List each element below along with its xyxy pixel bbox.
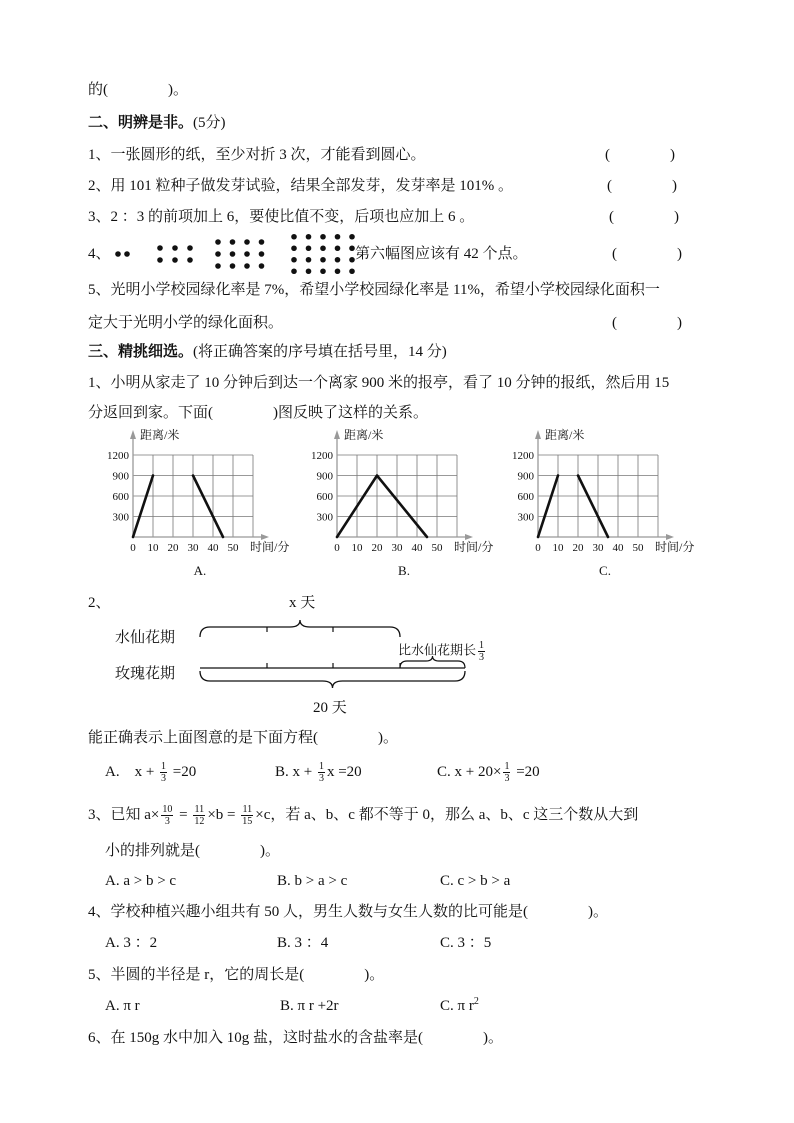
option-text: B. x + bbox=[275, 763, 316, 780]
choice-4: 4、学校种植兴趣小组共有 50 人，男生人数与女生人数的比可能是( )。 bbox=[88, 904, 608, 920]
x-tick-label: 30 bbox=[391, 542, 403, 554]
x-tick-label: 30 bbox=[592, 542, 604, 554]
judge-item-5-line2: 定大于光明小学的绿化面积。 bbox=[88, 315, 284, 331]
answer-blank: ( ) bbox=[612, 246, 682, 262]
diagram-bottom-label: 20 天 bbox=[313, 700, 347, 716]
y-axis-label: 距离/米 bbox=[344, 428, 384, 442]
dot bbox=[320, 268, 326, 274]
x-tick-label: 50 bbox=[632, 542, 644, 554]
dot bbox=[157, 257, 163, 263]
y-tick-label: 1200 bbox=[311, 450, 333, 462]
chart-caption: C. bbox=[599, 563, 611, 578]
dot bbox=[172, 245, 178, 251]
dot bbox=[172, 257, 178, 263]
option-text: A. x + bbox=[105, 763, 159, 780]
x-tick-label: 0 bbox=[334, 542, 340, 554]
fraction-numerator: 1 bbox=[318, 761, 324, 772]
dot bbox=[349, 245, 355, 251]
dot bbox=[335, 257, 341, 263]
choice-6: 6、在 150g 水中加入 10g 盐，这时盐水的含盐率是( )。 bbox=[88, 1030, 503, 1046]
y-axis-arrow bbox=[535, 430, 541, 439]
dot bbox=[115, 251, 121, 257]
y-axis-arrow bbox=[130, 430, 136, 439]
chart-caption: A. bbox=[193, 563, 207, 578]
rose-total-brace bbox=[200, 671, 465, 688]
fraction bbox=[161, 804, 173, 827]
dot bbox=[124, 251, 130, 257]
fraction-denominator: 3 bbox=[504, 773, 510, 784]
fraction bbox=[193, 804, 205, 827]
option-text: =20 bbox=[512, 763, 540, 780]
fraction-numerator: 11 bbox=[194, 804, 205, 815]
option-text: x =20 bbox=[326, 763, 362, 780]
judge-item-3: 3、2 ：3 的前项加上 6，要使比值不变，后项也应加上 6 。 bbox=[88, 209, 475, 225]
question-text: 3、已知 a× bbox=[88, 806, 160, 823]
x-tick-label: 40 bbox=[411, 542, 423, 554]
dot bbox=[157, 245, 163, 251]
x-tick-label: 50 bbox=[227, 542, 239, 554]
dot bbox=[187, 257, 193, 263]
y-axis-label: 距离/米 bbox=[140, 428, 180, 442]
option-a: A. 3 ：2 bbox=[105, 935, 158, 951]
section-score: (5分) bbox=[193, 115, 226, 131]
dot bbox=[259, 239, 265, 245]
dot bbox=[291, 268, 297, 274]
fraction-numerator: 10 bbox=[162, 804, 173, 815]
dot-pattern-figures bbox=[110, 232, 360, 276]
section-2-heading bbox=[88, 113, 226, 133]
choice-1-line1: 1、小明从家走了 10 分钟后到达一个离家 900 米的报亭，看了 10 分钟的报纸，然后用 15 bbox=[88, 375, 670, 391]
choice-2-prompt: 能正确表示上面图意的是下面方程( )。 bbox=[88, 730, 398, 746]
x-tick-label: 40 bbox=[612, 542, 624, 554]
distance-time-chart-b bbox=[304, 425, 504, 580]
dot bbox=[230, 251, 236, 257]
x-tick-label: 40 bbox=[207, 542, 219, 554]
dot-figure-4 bbox=[291, 234, 355, 274]
dot bbox=[320, 245, 326, 251]
distance-time-chart-a bbox=[100, 425, 300, 580]
dot bbox=[230, 239, 236, 245]
y-tick-label: 900 bbox=[517, 470, 534, 483]
question-text: ×c，若 a、b、c 都不等于 0，那么 a、b、c 这三个数从大到 bbox=[255, 806, 639, 823]
dot bbox=[187, 245, 193, 251]
judge-item-5-line1: 5、光明小学校园绿化率是 7%，希望小学校园绿化率是 11%，希望小学校园绿化面积一 bbox=[88, 282, 660, 298]
dot bbox=[335, 234, 341, 240]
x-tick-label: 30 bbox=[187, 542, 199, 554]
x-tick-label: 0 bbox=[130, 542, 136, 554]
fraction-numerator: 1 bbox=[161, 761, 167, 772]
dot-figure-1 bbox=[115, 251, 130, 257]
option-text: =20 bbox=[169, 763, 197, 780]
dot bbox=[215, 239, 221, 245]
y-axis-label: 距离/米 bbox=[545, 428, 585, 442]
dot bbox=[291, 257, 297, 263]
dot bbox=[320, 257, 326, 263]
y-tick-label: 300 bbox=[112, 511, 129, 524]
x-tick-label: 20 bbox=[572, 542, 584, 554]
y-tick-label: 300 bbox=[517, 511, 534, 524]
data-line bbox=[133, 476, 153, 538]
option-c: C. 3 ：5 bbox=[440, 935, 492, 951]
section-3-heading bbox=[88, 342, 447, 362]
option-c bbox=[440, 996, 479, 1016]
x-axis-label: 时间/分 bbox=[250, 540, 290, 554]
dot bbox=[306, 245, 312, 251]
fraction-numerator: 1 bbox=[504, 761, 510, 772]
dot bbox=[291, 234, 297, 240]
dot bbox=[349, 257, 355, 263]
question-text: = bbox=[175, 806, 192, 823]
option-text: C. x + 20× bbox=[437, 763, 502, 780]
fraction-denominator: 15 bbox=[242, 816, 253, 827]
data-line bbox=[538, 476, 558, 538]
x-axis-label: 时间/分 bbox=[454, 540, 494, 554]
diagram-row-narcissus: 水仙花期 bbox=[115, 630, 176, 646]
fraction-denominator: 3 bbox=[161, 773, 167, 784]
section-title: 三、精挑细选。 bbox=[88, 344, 194, 360]
choice-3-line2: 小的排列就是( )。 bbox=[105, 843, 280, 859]
y-tick-label: 600 bbox=[517, 491, 534, 503]
dot bbox=[320, 234, 326, 240]
fraction-numerator: 1 bbox=[479, 640, 485, 651]
dot bbox=[244, 239, 250, 245]
x-tick-label: 50 bbox=[431, 542, 443, 554]
fraction bbox=[478, 640, 485, 663]
fraction bbox=[318, 761, 325, 784]
exponent: 2 bbox=[473, 996, 479, 1007]
fraction-denominator: 3 bbox=[479, 652, 485, 663]
answer-blank: ( ) bbox=[612, 315, 682, 331]
answer-blank: ( ) bbox=[605, 147, 675, 163]
y-tick-label: 900 bbox=[316, 470, 333, 483]
y-tick-label: 1200 bbox=[512, 450, 534, 462]
dot bbox=[259, 263, 265, 269]
x-tick-label: 20 bbox=[371, 542, 383, 554]
option-b: B. b > a > c bbox=[277, 873, 348, 889]
option-c: C. c > b > a bbox=[440, 873, 511, 889]
y-tick-label: 300 bbox=[316, 511, 333, 524]
question-text: ×b = bbox=[207, 806, 240, 823]
option-a: A. a > b > c bbox=[105, 873, 177, 889]
x-tick-label: 10 bbox=[351, 542, 363, 554]
narcissus-brace bbox=[200, 620, 400, 637]
compare-text: 比水仙花期长 bbox=[398, 642, 477, 658]
x-tick-label: 0 bbox=[535, 542, 541, 554]
answer-blank: ( ) bbox=[607, 178, 677, 194]
fraction bbox=[241, 804, 253, 827]
data-line bbox=[578, 476, 608, 538]
option-b bbox=[275, 761, 362, 784]
option-text: C. π r bbox=[440, 998, 474, 1014]
judge-item-2: 2、用 101 粒种子做发芽试验，结果全部发芽，发芽率是 101% 。 bbox=[88, 178, 513, 194]
previous-question-tail: 的( )。 bbox=[88, 82, 188, 98]
answer-blank: ( ) bbox=[609, 209, 679, 225]
y-axis-arrow bbox=[334, 430, 340, 439]
option-b: B. 3 ：4 bbox=[277, 935, 329, 951]
dot bbox=[244, 251, 250, 257]
diagram-row-rose: 玫瑰花期 bbox=[115, 666, 176, 682]
choice-1-line2: 分返回到家。下面( )图反映了这样的关系。 bbox=[88, 405, 428, 421]
fraction-denominator: 12 bbox=[194, 816, 205, 827]
fraction bbox=[160, 761, 167, 784]
judge-item-1: 1、一张圆形的纸，至少对折 3 次，才能看到圆心。 bbox=[88, 147, 426, 163]
fraction-denominator: 3 bbox=[318, 773, 324, 784]
dot bbox=[349, 268, 355, 274]
option-a bbox=[105, 761, 196, 784]
x-tick-label: 10 bbox=[552, 542, 564, 554]
dot bbox=[349, 234, 355, 240]
dot bbox=[259, 251, 265, 257]
dot bbox=[291, 245, 297, 251]
distance-time-chart-c bbox=[505, 425, 705, 580]
diagram-compare-label bbox=[398, 640, 487, 663]
dot bbox=[306, 234, 312, 240]
diagram-top-label: x 天 bbox=[289, 595, 316, 611]
x-axis-label: 时间/分 bbox=[655, 540, 695, 554]
choice-2-number: 2、 bbox=[88, 595, 111, 611]
option-a: A. π r bbox=[105, 998, 140, 1014]
y-tick-label: 600 bbox=[316, 491, 333, 503]
dot bbox=[335, 268, 341, 274]
choice-5: 5、半圆的半径是 r，它的周长是( )。 bbox=[88, 967, 385, 983]
dot bbox=[230, 263, 236, 269]
dot bbox=[215, 251, 221, 257]
fraction-numerator: 11 bbox=[242, 804, 253, 815]
dot bbox=[215, 263, 221, 269]
data-line bbox=[193, 476, 223, 538]
section-title: 二、明辨是非。 bbox=[88, 115, 194, 131]
section-note: (将正确答案的序号填在括号里，14 分) bbox=[193, 344, 447, 360]
judge-item-4: 第六幅图应该有 42 个点。 bbox=[355, 246, 528, 262]
option-b: B. π r +2r bbox=[280, 998, 339, 1014]
data-line bbox=[337, 476, 427, 538]
y-tick-label: 900 bbox=[112, 470, 129, 483]
x-tick-label: 20 bbox=[167, 542, 179, 554]
judge-item-4-number: 4、 bbox=[88, 246, 111, 262]
choice-3-line1 bbox=[88, 804, 638, 827]
dot bbox=[335, 245, 341, 251]
option-c bbox=[437, 761, 540, 784]
y-tick-label: 600 bbox=[112, 491, 129, 503]
x-tick-label: 10 bbox=[147, 542, 159, 554]
chart-caption: B. bbox=[398, 563, 410, 578]
dot-figure-3 bbox=[215, 239, 264, 269]
fraction-denominator: 3 bbox=[164, 816, 170, 827]
fraction bbox=[503, 761, 510, 784]
dot bbox=[306, 268, 312, 274]
y-tick-label: 1200 bbox=[107, 450, 129, 462]
dot bbox=[306, 257, 312, 263]
dot bbox=[244, 263, 250, 269]
dot-figure-2 bbox=[157, 245, 193, 263]
